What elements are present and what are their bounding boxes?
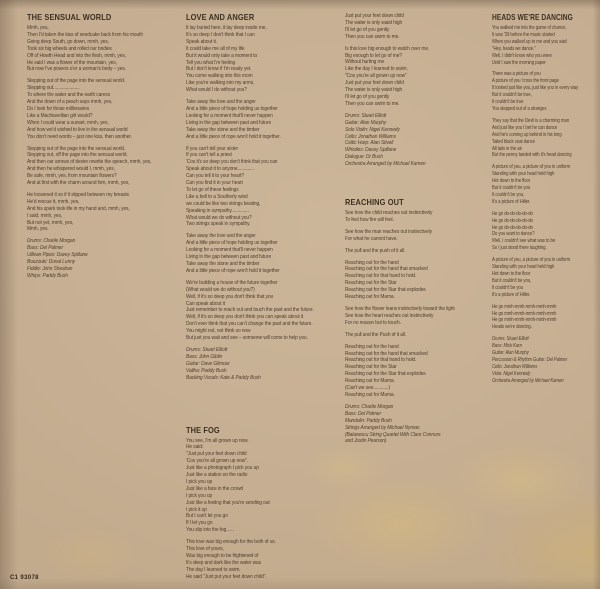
- lyric-stanza: [27, 25, 180, 73]
- lyric-line: There was a picture of you: [492, 71, 541, 78]
- credit-line: Bass: John Giblin: [186, 353, 223, 360]
- lyric-line: Do I look for those millionaires: [27, 105, 90, 112]
- credit-line: and Justin Pearson): [345, 438, 387, 445]
- lyric-line: It's a picture of Hitler.: [492, 198, 531, 205]
- lyric-line: Like a Machiavellian girl would?: [27, 112, 93, 119]
- credits: [186, 347, 344, 382]
- lyric-line: You see, I'm all grown up now.: [186, 437, 249, 444]
- lyric-line: Stepping out.....................: [27, 85, 80, 92]
- lyric-line: Living in the gap between past and future: [186, 254, 272, 261]
- lyric-line: See how the child reaches out instinctively: [345, 210, 433, 217]
- lyric-stanza: [186, 280, 344, 342]
- lyric-line: And a little piece of hope holding us together: [186, 105, 278, 112]
- lyric-stanza: [186, 539, 344, 580]
- credit-line: Cello: Jonathan Williams: [345, 133, 396, 140]
- lyric-stanza: [492, 164, 596, 205]
- lyric-line: Took six big wheels and rolled our bodies: [27, 45, 112, 52]
- lyric-line: And just like you I bet he can dance: [492, 124, 558, 131]
- lyric-line: And the down of a peach says mmh, yes,: [27, 99, 113, 106]
- credit-line: Mandolin: Paddy Bush: [345, 417, 392, 424]
- lyric-line: So I just stood there laughing.: [492, 245, 547, 252]
- lyric-line: He go mmh-mmh-mmh-mmh-mmh: [492, 303, 557, 310]
- lyric-line: Stepping out, off the page into the sensual world.: [27, 152, 128, 159]
- lyric-line: They say that the Devil is a charming man: [492, 117, 570, 124]
- lyric-line: The pull and the Push of it all.: [345, 331, 407, 338]
- lyric-line: He go mmh-mmh-mmh-mmh-mmh: [492, 310, 557, 317]
- lyric-stanza: [186, 25, 344, 94]
- lyric-line: Was big enough to be frightened of: [186, 553, 259, 559]
- lyric-line: I pick you up: [186, 478, 213, 485]
- lyric-stanza: [345, 229, 494, 243]
- lyric-line: And he's coming up behind in his long: [492, 131, 562, 138]
- lyric-line: Take away the stone and the timber: [186, 126, 260, 133]
- lyric-line: (What would we do without you?): [186, 286, 255, 293]
- lyric-line: Reaching out for that hand to hold.: [345, 273, 417, 280]
- lyric-line: If I let you go: [186, 520, 213, 527]
- lyric-line: A picture of you, a picture of you in uniform: [492, 257, 571, 264]
- lyric-line: It's a picture of Hitler.: [492, 291, 531, 298]
- lyric-line: It couldn't be you: [492, 284, 524, 291]
- lyric-line: When you walked up to me and you said: [492, 38, 567, 45]
- lyric-line: Don't ever think that you can't change the past and the future.: [186, 321, 313, 328]
- lyric-line: Then you can swim to me.: [345, 100, 400, 107]
- credits: [345, 404, 494, 445]
- lyric-line: Speaking in sympathy..............: [186, 207, 249, 214]
- credit-line: Guitar: Dave Gilmour: [186, 360, 230, 367]
- lyric-line: Big enough to let go of me?: [345, 52, 402, 59]
- credit-line: Drums: Stuart Elliott: [492, 336, 529, 343]
- lyric-line: Speak about it.: [186, 38, 218, 45]
- lyric-line: Stepping out of the page into the sensual world.: [27, 145, 126, 152]
- lyric-line: What would I do without you?: [186, 87, 247, 94]
- lyric-line: "Hey, heads we dance.": [492, 45, 536, 52]
- lyric-line: Like you're walking into my arms,: [186, 80, 255, 87]
- lyric-line: See how the heart reaches out instinctively: [345, 312, 434, 319]
- lyric-line: It couldn't be you,: [492, 191, 525, 198]
- lyric-line: 'Cos it's so deep you don't think that you can: [186, 159, 278, 166]
- lyric-line: we could be like two strings beating,: [186, 200, 261, 207]
- lyric-line: When I could wear a sunset, mmh, yes,: [27, 119, 109, 126]
- song-block: [186, 13, 344, 382]
- lyric-line: But it couldn't be you,: [492, 277, 532, 284]
- lyric-line: For what he cannot have.: [345, 235, 398, 242]
- credit-line: Drums: Charlie Morgan: [27, 238, 76, 245]
- credit-line: Drums: Stuart Elliott: [345, 112, 387, 119]
- lyric-line: Reaching out for the hand: [345, 343, 399, 350]
- lyric-stanza: [345, 46, 494, 108]
- lyric-line: You might not, not think so now: [186, 328, 251, 335]
- lyric-line: Mmh, yes.: [27, 226, 49, 233]
- song-block: [345, 13, 494, 168]
- lyric-line: Just put your feet down child: [345, 80, 404, 87]
- lyric-line: To let go of these feelings: [186, 186, 239, 193]
- lyric-line: We're building a house of the future together: [186, 279, 278, 286]
- lyric-line: Reaching out for the Star: [345, 364, 397, 371]
- lyric-line: He go do-do-do-do-do: [492, 210, 533, 217]
- credit-line: Cello: Jonathan Williams: [492, 363, 538, 370]
- lyric-line: Just remember to reach out and touch the past and the future.: [186, 307, 314, 314]
- lyric-line: Like the day I learned to swim.: [345, 66, 408, 73]
- lyric-stanza: [345, 344, 494, 399]
- lyric-line: Living in the gap between past and future: [186, 119, 272, 126]
- lyric-line: If you can't tell a priest: [186, 152, 232, 159]
- lyric-line: He loosened it so if it slipped between my breasts: [27, 191, 130, 198]
- lyric-line: Reaching out for the hand: [345, 259, 399, 266]
- credit-line: Whistles: Davey Spillane: [345, 147, 397, 154]
- lyric-line: You slip into the fog......: [186, 527, 234, 534]
- lyric-line: Well, I couldn't see what was to be: [492, 238, 556, 245]
- lyric-line: But it couldn't be you: [492, 185, 531, 192]
- lyric-line: Hot down to the floor: [492, 271, 531, 277]
- credit-line: Orchestra Arranged by Michael Kamen: [345, 161, 426, 168]
- lyric-line: And his spark took life in my hand and, mmh, yes,: [27, 205, 130, 212]
- credit-line: Whips: Paddy Bush: [27, 272, 68, 279]
- song-block: [27, 13, 180, 280]
- song-block: [345, 198, 494, 445]
- lyric-line: Tailed black coat dance: [492, 138, 535, 145]
- lyric-line: It's so deep I don't think that I can: [186, 31, 255, 38]
- lyric-line: Two strings speak in sympathy.: [186, 221, 251, 228]
- lyric-line: If you can't tell your sister: [186, 145, 238, 152]
- lyric-line: To where the water and the earth caress: [27, 92, 111, 99]
- lyric-stanza: [345, 306, 494, 327]
- lyric-stanza: [27, 146, 180, 187]
- lyric-line: He said I was a flower of the mountain, yes,: [27, 59, 117, 66]
- lyric-line: Stepping out of the page into the sensual world.: [27, 78, 126, 85]
- song-title: REACHING OUT: [345, 197, 404, 208]
- lyric-line: Tell you what I'm feeling: [186, 59, 236, 66]
- lyric-line: Well, if it's so deep you don't think you can speak about it: [186, 314, 304, 321]
- credit-line: Guitar: Alan Murphy: [345, 119, 387, 126]
- lyric-line: Take away the stone and the timber: [186, 261, 260, 267]
- credit-line: Guitar: Alan Murphy: [492, 350, 529, 357]
- lyric-line: Reaching out for that hand to hold.: [345, 357, 417, 364]
- lyric-line: He go mmh-mmh-mmh-mmh-mmh: [492, 317, 557, 324]
- lyric-line: You come walking into this room: [186, 73, 253, 80]
- credit-line: Uillean Pipes: Davey Spillane: [27, 252, 88, 259]
- credit-line: Bass: Mick Karn: [492, 343, 522, 350]
- lyric-line: See how the flower leans instinctively toward the light: [345, 306, 455, 312]
- lyric-line: Like a bell to a Southerly wind: [186, 193, 248, 200]
- lyric-line: (Can't we see............): [345, 385, 390, 392]
- lyric-stanza: [186, 146, 344, 229]
- lyric-line: To feel how fire will feel.: [345, 216, 394, 223]
- lyric-line: "Just put your feet down child: [186, 451, 247, 458]
- lyric-stanza: [492, 211, 596, 252]
- song-title: THE SENSUAL WORLD: [27, 12, 112, 22]
- lyric-stanza: [27, 78, 180, 140]
- lyric-line: This love of yours,: [186, 546, 224, 553]
- song-block: [492, 13, 596, 385]
- credits: [345, 113, 494, 168]
- lyric-line: Well, I didn't know who you were: [492, 52, 552, 59]
- lyric-line: The water is only waist high: [345, 87, 403, 94]
- lyric-stanza: [492, 25, 596, 66]
- lyric-line: I pick it up: [186, 506, 207, 513]
- lyric-line: It lay buried here, it lay deep inside me,: [186, 25, 267, 31]
- lyric-line: And a little piece of hope holding us together: [186, 240, 278, 247]
- lyric-line: Standing with your head held high: [492, 171, 555, 178]
- lyrics-column-2: [186, 13, 344, 586]
- song-title: HEADS WE'RE DANCING: [492, 12, 573, 22]
- lyric-line: Can speak about it: [186, 300, 225, 307]
- lyric-line: Just like a photograph I pick you up: [186, 465, 259, 472]
- lyric-line: Be safe, mmh, yes, from mountain flowers?: [27, 173, 117, 180]
- lyric-line: Heads we're dancing.: [492, 324, 532, 331]
- lyric-line: And at first with the charm around him, mmh, yes,: [27, 180, 130, 187]
- lyric-line: Mmh, yes,: [27, 25, 49, 31]
- lyric-line: And then our arrows of desire rewrite the speech, mmh, yes,: [27, 159, 152, 166]
- lyric-line: You walked me into the game of chance,: [492, 25, 567, 31]
- lyric-stanza: [345, 210, 494, 224]
- credit-line: (Balanescu String Quartet With Clare Connors: [345, 431, 441, 438]
- lyric-line: Reaching out for the hand that smacked: [345, 266, 428, 273]
- lyric-line: This love was big enough for the both of us.: [186, 539, 276, 546]
- lyric-line: And a little piece of rope won't hold it together.: [186, 133, 281, 140]
- credit-line: Backing Vocals: Kate & Paddy Bush: [186, 374, 261, 381]
- lyric-line: Just like a feeling that you're sending out: [186, 499, 270, 506]
- lyric-line: Then I'd taken the kiss of seedcake back from his mouth: [27, 31, 143, 38]
- lyric-line: He go do-do-do-do-do: [492, 224, 533, 231]
- lyric-stanza: [492, 71, 596, 112]
- lyric-line: Without hurting me: [345, 59, 385, 66]
- credit-line: Strings Arranged by Michael Nyman: [345, 424, 420, 431]
- lyric-line: He'd rescue it, mmh, yes,: [27, 198, 80, 205]
- lyric-stanza: [492, 257, 596, 298]
- credit-line: Drums: Charlie Morgan: [345, 403, 394, 410]
- credit-line: Fiddle: John Sheahan: [27, 266, 73, 272]
- lyrics-column-3: [345, 13, 494, 450]
- lyric-line: But I can't let you go: [186, 513, 228, 520]
- credits: [492, 336, 596, 384]
- catalog-number: C1 93078: [10, 574, 39, 581]
- lyric-line: And a little piece of rope won't hold it together: [186, 267, 280, 274]
- lyric-line: I'll let go of you gently: [345, 26, 390, 33]
- lyric-line: 'Cos you're all grown up now".: [186, 458, 249, 465]
- lyrics-column-1: [27, 13, 180, 285]
- lyric-line: It couldn't be true: [492, 99, 524, 106]
- lyric-line: A picture of you 'cross the front page: [492, 78, 559, 85]
- lyric-line: But now I've powers o'er a woman's body – yes.: [27, 66, 126, 73]
- lyric-line: Take away the love and the anger: [186, 99, 256, 106]
- lyric-line: Do you want to dance?: [492, 231, 535, 238]
- lyric-line: Reaching out for the Star: [345, 280, 397, 287]
- lyric-line: But not yet, mmh, yes,: [27, 219, 74, 226]
- lyric-stanza: [186, 99, 344, 140]
- credit-line: Bass: Del Palmer: [345, 410, 382, 417]
- lyric-line: "Cos you're all grown up now": [345, 73, 407, 80]
- credit-line: Valiha: Paddy Bush: [186, 367, 227, 374]
- lyric-line: You don't need words – just one kiss, then another.: [27, 133, 132, 140]
- song-block: [186, 426, 344, 581]
- lyric-line: I pick you up: [186, 492, 213, 499]
- lyric-line: He go do-do-do-do-do: [492, 217, 533, 224]
- lyric-line: But it would only take a moment to: [186, 52, 258, 59]
- credit-line: Dialogue: Dr Bush: [345, 154, 383, 161]
- lyric-line: Looking for a moment that'll never happen: [186, 112, 273, 119]
- credit-line: Percussion & Rhythm Guitar: Del Palmer: [492, 356, 568, 363]
- lyric-stanza: [492, 118, 596, 159]
- lyric-line: Off of Howth Head and into the flesh, mmh, yes,: [27, 52, 126, 59]
- lyric-stanza: [345, 332, 494, 339]
- credit-line: Bouzouki: Donal Lunny: [27, 259, 76, 266]
- lyric-line: See how the man reaches out instinctively: [345, 228, 432, 235]
- lyric-line: Going deep South, go down, mmh, yes,: [27, 38, 109, 45]
- lyric-line: Can you find it in your heart: [186, 180, 243, 187]
- lyric-line: The water is only waist high: [345, 19, 403, 26]
- lyric-line: It was '39 before the music started: [492, 31, 555, 38]
- song-title: LOVE AND ANGER: [186, 12, 255, 22]
- lyric-line: I'll let go of you gently: [345, 93, 390, 100]
- lyric-line: And how we'd wished to live in the sensual world: [27, 126, 128, 133]
- lyric-line: The pull and the push of it all.: [345, 247, 406, 254]
- lyric-line: Just like a station on the radio: [186, 472, 248, 479]
- lyric-line: Then you can swim to me.: [345, 33, 400, 40]
- lyric-line: The day I learned to swim.: [186, 566, 241, 573]
- lyric-stanza: [186, 233, 344, 274]
- lyric-line: Just put your feet down child: [345, 13, 404, 19]
- credit-line: Celtic Harp: Alan Stivell: [345, 140, 394, 147]
- lyric-line: Take away the love and the anger: [186, 233, 256, 240]
- lyric-line: I said, mmh, yes,: [27, 212, 63, 219]
- lyric-line: Reaching out for the hand that smacked: [345, 350, 428, 357]
- lyric-line: You stepped out of a stranger.: [492, 105, 547, 112]
- lyric-stanza: [345, 260, 494, 301]
- lyric-stanza: [345, 13, 494, 41]
- lyric-line: All tails in the air: [492, 145, 522, 152]
- lyric-line: Speak about it to anyone.............: [186, 166, 254, 173]
- lyric-line: It could take me all of my life: [186, 45, 245, 52]
- credit-line: Bass: Del Palmer: [27, 245, 64, 252]
- lyric-line: Hot down to the floor: [492, 178, 531, 185]
- lyrics-column-4: [492, 13, 596, 390]
- lyric-line: Reaching out for Mama.: [345, 378, 395, 385]
- credit-line: Solo Violin: Nigel Kennedy: [345, 126, 400, 133]
- lyric-line: And then he whispered would I, mmh, yes,: [27, 166, 115, 173]
- lyric-stanza: [345, 248, 494, 255]
- lyric-line: He said:: [186, 444, 204, 451]
- lyric-line: Standing with your head held high: [492, 264, 555, 271]
- lyric-line: But I don't know if I'm ready yet.: [186, 66, 252, 73]
- lyric-stanza: [27, 192, 180, 233]
- lyric-line: Reaching out for the Star that explodes: [345, 371, 426, 378]
- lyric-line: Reaching out for Mama.: [345, 294, 395, 301]
- lyric-line: It's deep and dark like the water was: [186, 559, 261, 566]
- lyric-line: Reaching out for Mama.: [345, 391, 395, 398]
- credits: [27, 238, 180, 279]
- lyric-line: But the penny landed with it's head dancing: [492, 152, 572, 159]
- lyric-stanza: [186, 438, 344, 535]
- song-title: THE FOG: [186, 424, 220, 435]
- lyric-line: Is this love big enough to watch over me,: [345, 45, 430, 52]
- lyric-line: Well, if it's so deep you don't think that you: [186, 293, 274, 300]
- credit-line: Orchestra Arranged by Michael Kamen: [492, 377, 564, 384]
- lyric-line: He said "Just put your feet down child".: [186, 573, 267, 580]
- lyric-line: Can you tell it to your heart?: [186, 173, 244, 180]
- lyric-line: For no reason but to touch.: [345, 319, 401, 326]
- lyric-line: Until I saw the morning paper: [492, 59, 546, 66]
- lyric-line: But it couldn't be true,: [492, 92, 532, 99]
- lyric-line: What would we do without you?: [186, 214, 252, 221]
- lyric-line: But just you wait and see – someone will come to help you.: [186, 335, 308, 342]
- lyric-line: Just like a face in the crowd: [186, 485, 243, 492]
- lyric-line: Looking for a moment that'll never happen: [186, 247, 273, 254]
- lyric-line: Reaching out for the Star that explodes: [345, 287, 426, 294]
- lyric-line: A picture of you, a picture of you in uniform: [492, 164, 571, 171]
- credit-line: Drums: Stuart Elliott: [186, 346, 228, 353]
- credit-line: Viola: Nigel Kennedy: [492, 370, 531, 377]
- lyric-line: It looked just like you, just like you in every way: [492, 85, 579, 92]
- lyric-stanza: [492, 304, 596, 332]
